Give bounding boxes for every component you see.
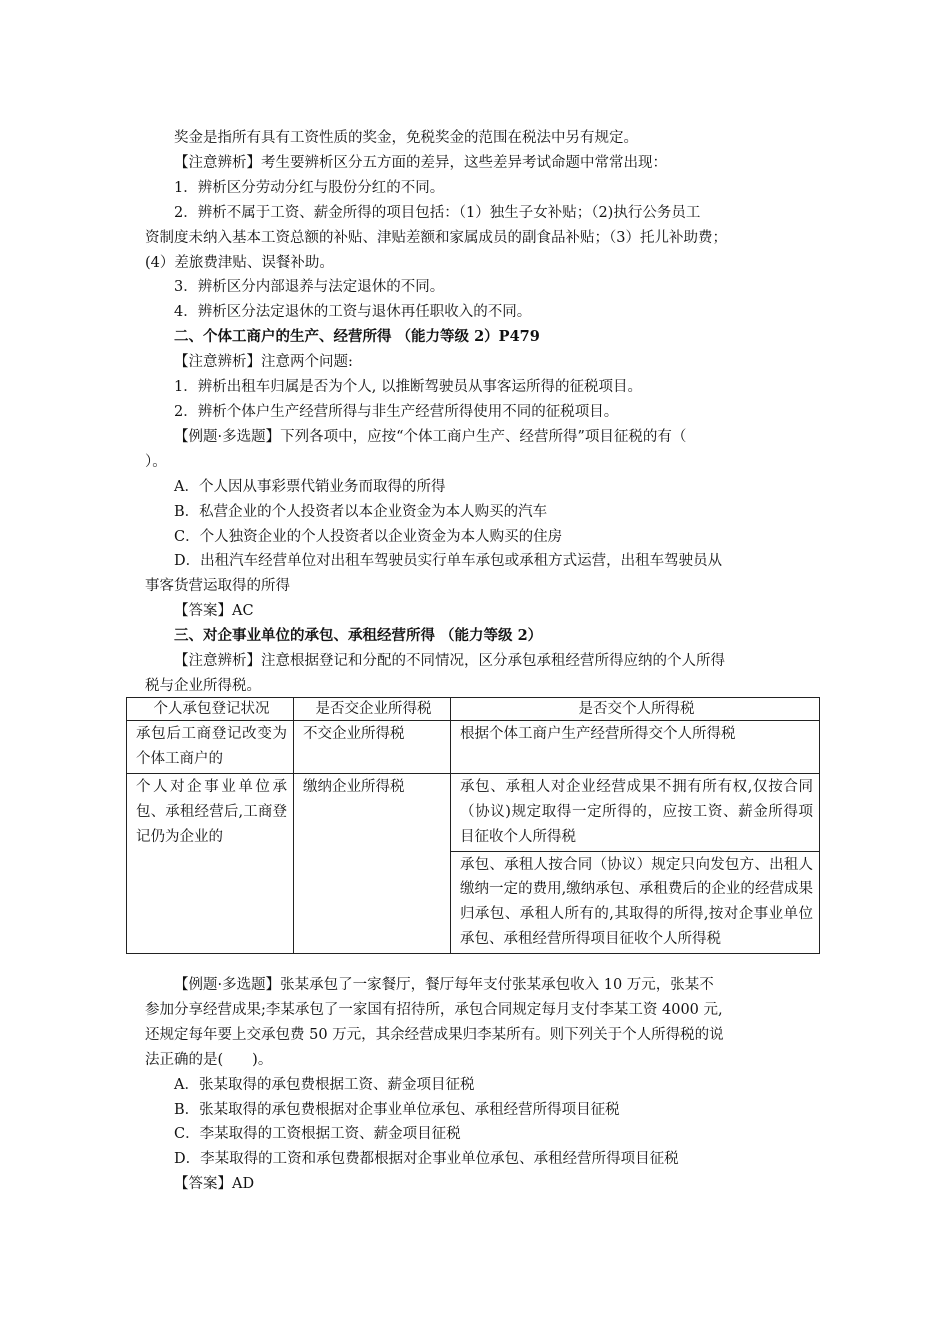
table-cell: 不交企业所得税	[294, 721, 451, 774]
option-b: B．张某取得的承包费根据对企事业单位承包、承租经营所得项目征税	[174, 1101, 620, 1118]
list-item: 1．辨析出租车归属是否为个人, 以推断驾驶员从事客运所得的征税项目。	[174, 379, 642, 396]
table-header-cell: 个人承包登记状况	[127, 698, 294, 721]
list-item: 3．辨析区分内部退养与法定退休的不同。	[174, 279, 445, 296]
upper-text-block	[145, 126, 807, 699]
text-line: 奖金是指所有具有工资性质的奖金，免税奖金的范围在税法中另有规定。	[174, 130, 638, 146]
table-cell: 个人对企事业单位承包、承租经营后,工商登记仍为企业的	[127, 773, 294, 953]
table-cell: 承包、承租人按合同（协议）规定只向发包方、出租人缴纳一定的费用,缴纳承包、承租费后的企业的经营成果归承包、承租人所有的,其取得的所得,按对企事业单位承包、承租经营所得项目征收个人所得税	[451, 851, 820, 954]
option-c: C．个人独资企业的个人投资者以企业资金为本人购买的住房	[174, 528, 563, 545]
lower-text-block	[145, 973, 807, 1197]
option-d: D．出租汽车经营单位对出租车驾驶员实行单车承包或承租方式运营，出租车驾驶员从	[174, 553, 723, 570]
text-line: 还规定每年要上交承包费 50 万元，其余经营成果归李某所有。则下列关于个人所得税的说	[145, 1026, 724, 1043]
option-a: A．张某取得的承包费根据工资、薪金项目征税	[174, 1076, 475, 1093]
tax-comparison-table	[126, 697, 820, 954]
section-heading: 三、对企事业单位的承包、承租经营所得 （能力等级 2）	[174, 627, 543, 645]
text-line: (4）差旅费津贴、误餐补助。	[145, 254, 334, 271]
table-cell: 承包后工商登记改变为个体工商户的	[127, 721, 294, 774]
example-question: 【例题·多选题】下列各项中，应按“个体工商户生产、经营所得”项目征税的有（	[174, 428, 687, 445]
table-header-row	[127, 698, 820, 721]
option-d: D．李某取得的工资和承包费都根据对企事业单位承包、承租经营所得项目征税	[174, 1151, 679, 1168]
section-heading: 二、个体工商户的生产、经营所得 （能力等级 2）P479	[174, 328, 540, 346]
table-cell: 承包、承租人对企业经营成果不拥有所有权,仅按合同（协议)规定取得一定所得的，应按工资、薪金所得项目征收个人所得税	[451, 773, 820, 851]
list-item: 2．辨析个体户生产经营所得与非生产经营所得使用不同的征税项目。	[174, 403, 619, 420]
option-c: C．李某取得的工资根据工资、薪金项目征税	[174, 1126, 461, 1143]
text-line: 资制度未纳入基本工资总额的补贴、津贴差额和家属成员的副食品补贴；（3）托儿补助费；	[145, 229, 727, 246]
note-heading: 【注意辨析】注意两个问题:	[174, 354, 353, 371]
text-line: 参加分享经营成果;李某承包了一家国有招待所，承包合同规定每月支付李某工资 4000 元,	[145, 1001, 723, 1018]
list-item: 1．辨析区分劳动分红与股份分红的不同。	[174, 179, 445, 196]
option-a: A．个人因从事彩票代销业务而取得的所得	[174, 478, 446, 495]
answer: 【答案】AD	[174, 1176, 255, 1193]
table-cell: 根据个体工商户生产经营所得交个人所得税	[451, 721, 820, 774]
note-heading: 【注意辨析】注意根据登记和分配的不同情况，区分承包承租经营所得应纳的个人所得	[174, 653, 725, 670]
list-item: 4．辨析区分法定退休的工资与退休再任职收入的不同。	[174, 304, 532, 321]
text-line: 事客货营运取得的所得	[145, 578, 290, 595]
table-header-cell: 是否交个人所得税	[451, 698, 820, 721]
option-b: B．私营企业的个人投资者以本企业资金为本人购买的汽车	[174, 503, 548, 520]
table-header-cell: 是否交企业所得税	[294, 698, 451, 721]
text-line: 税与企业所得税。	[145, 677, 261, 694]
answer: 【答案】AC	[174, 603, 254, 620]
example-question: 【例题·多选题】张某承包了一家餐厅，餐厅每年支付张某承包收入 10 万元，张某不	[174, 977, 714, 993]
note-heading: 【注意辨析】考生要辨析区分五方面的差异，这些差异考试命题中常常出现：	[174, 154, 667, 171]
table-row	[127, 721, 820, 774]
table-cell: 缴纳企业所得税	[294, 773, 451, 953]
list-item: 2．辨析不属于工资、薪金所得的项目包括：（1）独生子女补贴；（2)执行公务员工	[174, 204, 701, 221]
table-row	[127, 773, 820, 851]
text-line: 法正确的是( )。	[145, 1051, 273, 1068]
text-line: ）。	[145, 453, 167, 470]
